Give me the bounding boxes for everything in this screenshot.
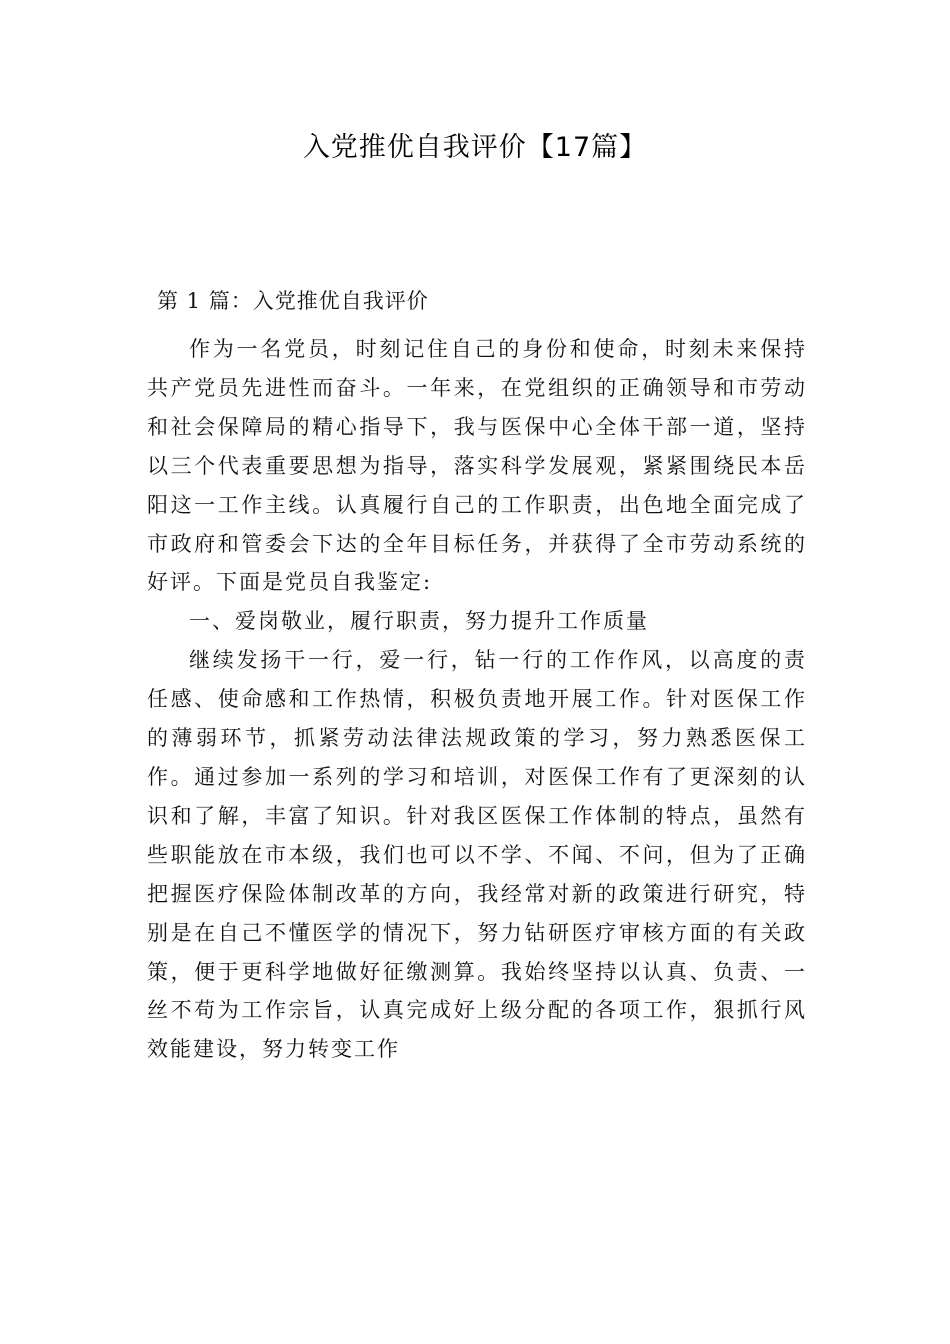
document-title: 入党推优自我评价【17篇】 [302,132,648,163]
paragraph-intro: 作为一名党员，时刻记住自己的身份和使命，时刻未来保持共产党员先进性而奋斗。一年来，在党组织的正确领导和市劳动和社会保障局的精心指导下，我与医保中心全体干部一道，坚持以三个代表重要思想为指导，落实科学发展观，紧紧围绕民本岳阳这一工作主线。认真履行自己的工作职责，出色地全面完成了市政府和管委会下达的全年目标任务，并获得了全市劳动系统的好评。下面是党员自我鉴定: [147,337,807,595]
paragraph-subheading: 一、爱岗敬业，履行职责，努力提升工作质量 [189,609,649,634]
section-heading: 第 1 篇：入党推优自我评价 [157,289,429,313]
document-body [147,330,807,1069]
paragraph-work-details: 继续发扬干一行，爱一行，钻一行的工作作风，以高度的责任感、使命感和工作热情，积极负责地开展工作。针对医保工作的薄弱环节，抓紧劳动法律法规政策的学习，努力熟悉医保工作。通过参加一系列的学习和培训，对医保工作有了更深刻的认识和了解，丰富了知识。针对我区医保工作体制的特点，虽然有些职能放在市本级，我们也可以不学、不闻、不问，但为了正确把握医疗保险体制改革的方向，我经常对新的政策进行研究，特别是在自己不懂医学的情况下，努力钻研医疗审核方面的有关政策，便于更科学地做好征缴测算。我始终坚持以认真、负责、一丝不苟为工作宗旨，认真完成好上级分配的各项工作，狠抓行风效能建设，努力转变工作 [147,648,807,1062]
